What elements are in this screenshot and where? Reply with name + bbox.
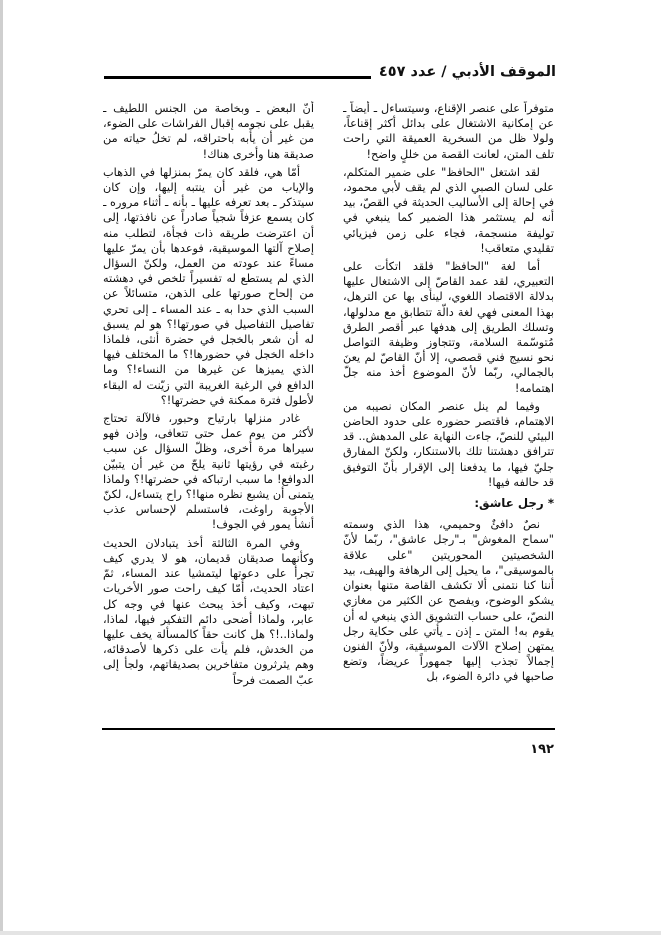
paragraph: أما لغة "الحافظ" فلقد اتكأت على التعبيري، لقد عمد القاصّ إلى الاشتغال عليها بدلالة الاقتصاد اللغوي، لينأى بها عن الترهل، بهذا المعنى فهي لغة دالّة تتطابق مع مدلولها، وتسلك الطريق إلى هدفها عبر أقصر الطرق مُتوسّمة السلامة، وتتجاوز وظيفة التواصل نحو نسيج فني قصصي، إلا أنّ القاصّ لم يعنَ بالجمالي، ربّما لأنّ الموضوع أخذ منه جلّ اهتمامه! (343, 260, 554, 395)
paragraph: نصٌ دافئٌ وحميمي، هذا الذي وسمته "سماح المغوش" بـ"رجل عاشق"، ربّما لأنّ الشخصيتين المحوريتين "على علاقة بالموسيقى"، ما يحيل إلى الرهافة والهيف، بيد أننا كنا نتمنى ألا تكشف القاصة متنها بعنوان يشكو الوضوح، ويفصح عن الكثير من مغازي النصّ، على حساب التشويق الذي ينبغي له أن يقوم به! المتن ـ إذن ـ يأتي على حكاية رجل يمتهن إصلاح الآلات الموسيقية، ولأنّ الفنون إجمالاً تجذب إليها جمهوراً عريضاً، وتضع صاحبها في دائرة الضوء، بل (343, 518, 554, 684)
paragraph: أمّا هي، فلقد كان يمرّ بمنزلها في الذهاب والإياب من غير أن ينتبه إليها، وإن كان سيتذكر ـ بعد تعرفه عليها ـ بأنه ـ أثناء مروره ـ كان يسمع عزفاً شجياً صادراً عن نافذتها، إلى أن اعترضت طريقه ذات فجأة، لتطلب منه إصلاح آلتها الموسيقية، فوعدها بأن يمرّ عليها مساءً عند عودته من العمل، ولكنّ السؤال الذي لم يستطع له تفسيراً تلخص في دهشته من إلحاح صورتها على الذهن، متسائلاً عن السبب الذي حدا به ـ عند المساء ـ إلى تحري تفاصيل التفاصيل في صورتها!؟ هو لم يسبق له أن شعر بالخجل في حضرة أنثى، فلماذا داخله الخجل في حضورها!؟ ما المختلف فيها الذي يميزها عن غيرها من النساء!؟ وما الدافع في الرغبة الغريبة التي زيّنت له البقاء لأطول فترة ممكنة في حضرتها!؟ (103, 165, 314, 407)
paragraph: وفي المرة الثالثة أخذ يتبادلان الحديث وكأنهما صديقان قديمان، هو لا يدري كيف تجرأ على دعوتها ليتمشيا عند المساء، ثمّ اعتاد الحديث، أمّا كيف راحت صور الأخريات تبهت، وكيف أخذ يبحث عنها في وجه كل عابر، ولماذا أضحى دائم التفكير فيها، لماذا، ولماذا..!؟ هل كانت حقاً كالمسألة يخف عليها من الخدش، فلم يأت على ذكرها لأصدقائه، وهم يثرثرون متفاخرين بصديقاتهم، ولجأ إلى عبّ الصمت فرحاً (103, 536, 314, 687)
journal-title: الموقف الأدبي / عدد ٤٥٧ (378, 64, 556, 80)
paragraph: غادر منزلها بارتياح وحبور، فالآلة تحتاج لأكثر من يوم عمل حتى تتعافى، وإذن فهو سيراها مرة أخرى، وظلّ السؤال عن سبب رغبته في رؤيتها ثانية يلحّ من غير أن يتبيّن الدوافع! ما سبب ارتباكه في حضرتها!؟ ولماذا يتمنى أن يشبع نظره منها!؟ راح يتساءل، لكنّ الأجوبة راوغت، فاستسلم لإحساس عذب أنشأ يمور في الجوف! (103, 412, 314, 532)
page-number: ١٩٢ (530, 742, 554, 757)
paragraph: لقد اشتغل "الحافظ" على ضمير المتكلم، على لسان الصبي الذي لم يقف لأبي محمود، في إحالة إلى الأساليب الحديثة في القصّ، بيد أنه لم يستثمر هذا الضمير كما ينبغي في توليفة منسجمة، فجاء على زمن فيزيائي تقليدي متعاقب! (343, 165, 554, 255)
footer-rule (102, 728, 555, 730)
section-heading: * رجل عاشق: (474, 496, 554, 511)
header-rule (104, 76, 371, 79)
left-column (103, 101, 314, 717)
running-header (104, 64, 556, 86)
page-edge-shadow (0, 0, 3, 935)
paragraph: وفيما لم ينل عنصر المكان نصيبه من الاهتمام، فاقتصر حضوره على حدود الحاضن البيئي للنصّ، جاءت النهاية على المدهش.. قد تترافق دهشتنا تلك بالاستنكار، ولكنّ المفارق جليّ فيها، ما يدفعنا إلى الإقرار بأنّ التوفيق قد حالفه فيها! (343, 399, 554, 489)
page-bottom-shadow (0, 931, 661, 935)
paragraph: أنّ البعض ـ وبخاصة من الجنس اللطيف ـ يقبل على نجومه إقبال الفراشات على الضوء، من غير أن يأبه باحتراقه، لم تخلُ حياته من صديقة هنا وأخرى هناك! (103, 102, 314, 161)
paragraph: متوفراً على عنصر الإقناع، وسيتساءل ـ أيضاً ـ عن إمكانية الاشتغال على بدائل أكثر إقناعاً، ولولا ظل من السخرية العميقة التي راحت تلف المتن، لعانت القصة من خللٍ واضح! (343, 102, 554, 161)
right-column (343, 101, 554, 717)
